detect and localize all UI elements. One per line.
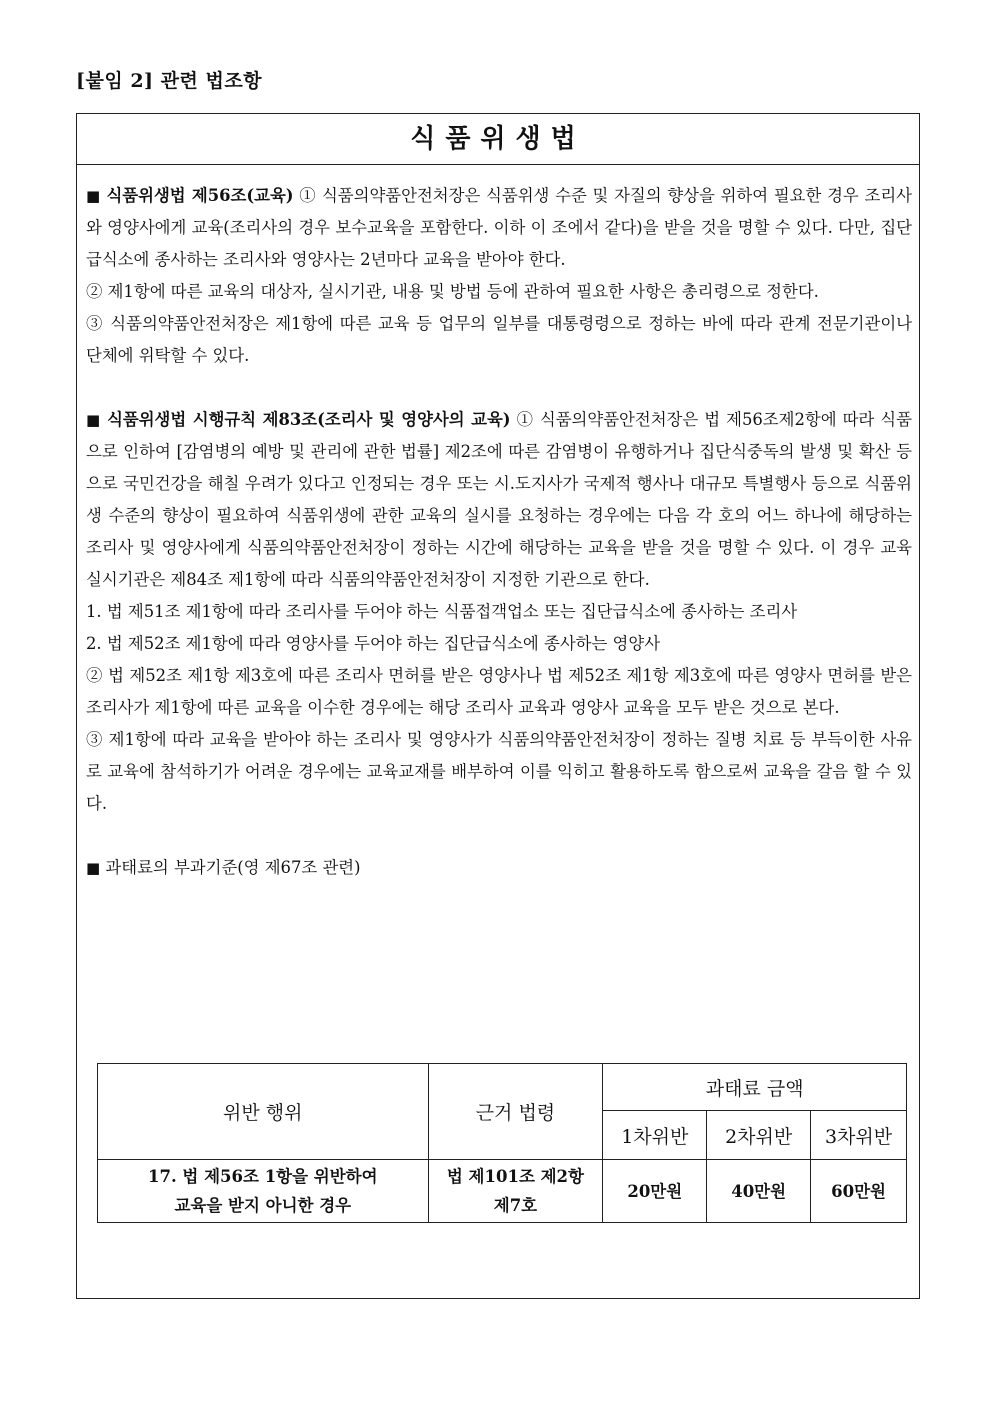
first-fine-cell: 20만원 <box>603 1160 707 1223</box>
article56-p1 <box>86 180 912 276</box>
rule83-item1: 1. 법 제51조 제1항에 따라 조리사를 두어야 하는 식품접객업소 또는 집단급식소에 종사하는 조리사 <box>86 602 798 621</box>
bullet-square-icon: ■ <box>86 187 101 205</box>
rule83-p1 <box>86 404 912 596</box>
rule83-item2: 2. 법 제52조 제1항에 따라 영양사를 두어야 하는 집단급식소에 종사하는 영양사 <box>86 634 661 653</box>
col-basis-header: 근거 법령 <box>428 1064 603 1160</box>
fines-heading-line <box>86 852 912 884</box>
col-third-header: 3차위반 <box>811 1111 907 1160</box>
rule83-text1: ① 식품의약품안전처장은 법 제56조제2항에 따라 식품으로 인하여 [감염병의 예방 및 관리에 관한 법률] 제2조에 따른 감염병이 유행하거나 집단식중독의 발생 및 확산 등으로 국민건강을 해칠 우려가 있다고 인정되는 경우 또는 시.도지사가 국제적 행사나 대규모 특별행사 등으로 식품위생 수준의 향상이 필요하여 식품위생에 관한 교육의 실시를 요청하는 경우에는 다음 각 호의 어느 하나에 해당하는 조리사 및 영양사에게 식품의약품안전처장이 정하는 시간에 해당하는 교육을 받을 것을 명할 수 있다. 이 경우 교육실시기관은 제84조 제1항에 따라 식품의약품안전처장이 지정한 기관으로 한다. <box>86 410 912 589</box>
col-amount-header: 과태료 금액 <box>603 1064 907 1111</box>
rule83-p2: ② 법 제52조 제1항 제3호에 따른 조리사 면허를 받은 영양사나 법 제52조 제1항 제3호에 따른 영양사 면허를 받은 조리사가 제1항에 따른 교육을 이수한 경우에는 해당 조리사 교육과 영양사 교육을 모두 받은 것으로 본다. <box>86 666 912 717</box>
attachment-label: [붙임 2] 관련 법조항 <box>76 70 263 92</box>
violation-cell <box>98 1160 429 1223</box>
article56-text1: ① 식품의약품안전처장은 식품위생 수준 및 자질의 향상을 위하여 필요한 경우 조리사와 영양사에게 교육(조리사의 경우 보수교육을 포함한다. 이하 이 조에서 같다)을 받을 것을 명할 수 있다. 다만, 집단급식소에 종사하는 조리사와 영양사는 2년마다 교육을 받아야 한다. <box>86 186 912 269</box>
rule83-heading: 식품위생법 시행규칙 제83조(조리사 및 영양사의 교육) <box>107 410 511 429</box>
violation-line1: 17. 법 제56조 1항을 위반하여 <box>147 1167 378 1186</box>
col-second-header: 2차위반 <box>707 1111 811 1160</box>
law-body <box>86 180 912 884</box>
basis-line1: 법 제101조 제2항 <box>446 1167 584 1186</box>
article56-heading: 식품위생법 제56조(교육) <box>106 186 294 205</box>
col-first-header: 1차위반 <box>603 1111 707 1160</box>
table-row <box>98 1160 907 1223</box>
violation-line2: 교육을 받지 아니한 경우 <box>174 1196 352 1215</box>
article56-p3: ③ 식품의약품안전처장은 제1항에 따른 교육 등 업무의 일부를 대통령령으로 정하는 바에 따라 관계 전문기관이나 단체에 위탁할 수 있다. <box>86 314 912 365</box>
rule83-p3: ③ 제1항에 따라 교육을 받아야 하는 조리사 및 영양사가 식품의약품안전처장이 정하는 질병 치료 등 부득이한 사유로 교육에 참석하기가 어려운 경우에는 교육교재를 배부하여 이를 익히고 활용하도록 함으로써 교육을 갈음 할 수 있다. <box>86 730 912 813</box>
second-fine-cell: 40만원 <box>707 1160 811 1223</box>
fines-table <box>97 1063 907 1223</box>
basis-cell <box>428 1160 603 1223</box>
article56-p2: ② 제1항에 따른 교육의 대상자, 실시기관, 내용 및 방법 등에 관하여 필요한 사항은 총리령으로 정한다. <box>86 282 819 301</box>
law-box <box>76 113 920 1299</box>
third-fine-cell: 60만원 <box>811 1160 907 1223</box>
basis-line2: 제7호 <box>493 1196 538 1215</box>
fines-heading: 과태료의 부과기준(영 제67조 관련) <box>105 858 361 877</box>
bullet-square-icon: ■ <box>86 859 101 877</box>
col-violation-header: 위반 행위 <box>98 1064 429 1160</box>
bullet-square-icon: ■ <box>86 411 102 429</box>
box-title: 식품위생법 <box>77 114 919 165</box>
